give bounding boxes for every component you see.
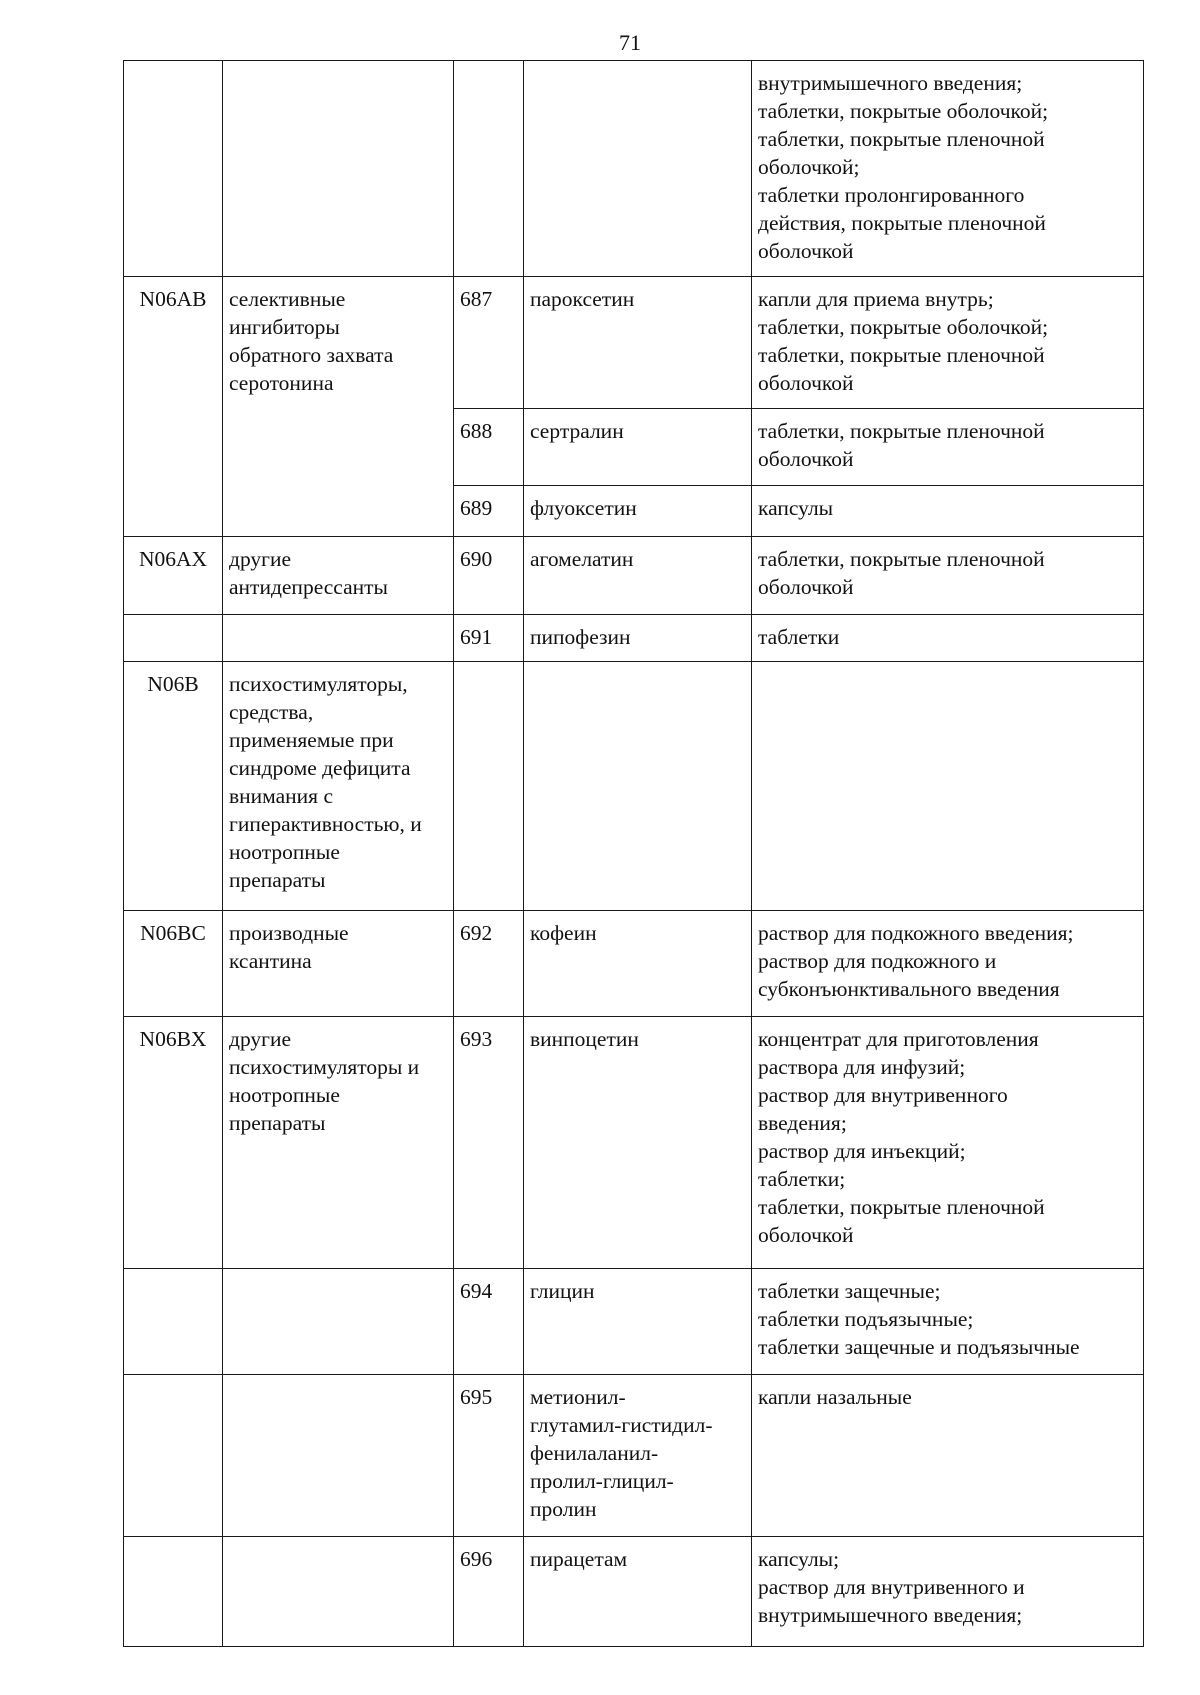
- cell-line: таблетки, покрытые пленочной: [758, 1195, 1045, 1219]
- cell-line: глутамил-гистидил-: [530, 1413, 713, 1437]
- drug-cell: [524, 615, 752, 662]
- cell-line: капсулы;: [758, 1547, 840, 1571]
- table-row: [124, 662, 1144, 911]
- cell-line: таблетки подъязычные;: [758, 1307, 974, 1331]
- cell-line: сертралин: [530, 419, 624, 443]
- cell-line: ноотропные: [229, 840, 340, 864]
- number-cell: [454, 662, 524, 911]
- page-number: 71: [619, 30, 641, 55]
- atc-code-cell: N06AX: [124, 537, 223, 615]
- cell-line: оболочкой: [758, 239, 854, 263]
- table-row: [124, 537, 1144, 615]
- cell-line: таблетки, покрытые пленочной: [758, 127, 1045, 151]
- cell-line: действия, покрытые пленочной: [758, 211, 1046, 235]
- cell-line: препараты: [229, 1111, 326, 1135]
- group-cell: [223, 615, 454, 662]
- drug-cell: [524, 1375, 752, 1537]
- cell-line: раствора для инфузий;: [758, 1055, 966, 1079]
- drug-cell: [524, 409, 752, 486]
- table-body: [124, 61, 1144, 1647]
- dosage-forms-cell: [752, 662, 1144, 911]
- cell-line: таблетки;: [758, 1167, 846, 1191]
- atc-code-cell: [124, 1269, 223, 1375]
- group-cell: [223, 1537, 454, 1647]
- number-cell: 687: [454, 277, 524, 409]
- dosage-forms-cell: [752, 615, 1144, 662]
- drug-cell: [524, 911, 752, 1017]
- group-cell: [223, 662, 454, 911]
- cell-line: внутримышечного введения;: [758, 1603, 1023, 1627]
- cell-line: оболочкой: [758, 1223, 854, 1247]
- table-row: [124, 1375, 1144, 1537]
- cell-line: кофеин: [530, 921, 597, 945]
- cell-line: оболочкой;: [758, 155, 860, 179]
- cell-line: таблетки пролонгированного: [758, 183, 1025, 207]
- group-cell: [223, 911, 454, 1017]
- cell-line: другие: [229, 547, 292, 571]
- cell-line: таблетки защечные и подъязычные: [758, 1335, 1080, 1359]
- cell-line: таблетки, покрытые пленочной: [758, 547, 1045, 571]
- cell-line: оболочкой: [758, 575, 854, 599]
- group-cell: [223, 1375, 454, 1537]
- cell-line: средства,: [229, 700, 314, 724]
- cell-line: серотонина: [229, 371, 334, 395]
- cell-line: селективные: [229, 287, 346, 311]
- drug-cell: [524, 1017, 752, 1269]
- cell-line: ксантина: [229, 949, 312, 973]
- dosage-forms-cell: [752, 911, 1144, 1017]
- cell-line: флуоксетин: [530, 496, 637, 520]
- table-row: [124, 1269, 1144, 1375]
- cell-line: таблетки, покрытые пленочной: [758, 343, 1045, 367]
- cell-line: ингибиторы: [229, 315, 340, 339]
- cell-line: концентрат для приготовления: [758, 1027, 1039, 1051]
- cell-line: таблетки, покрытые оболочкой;: [758, 315, 1049, 339]
- dosage-forms-cell: [752, 1537, 1144, 1647]
- cell-line: таблетки: [758, 625, 840, 649]
- table-row: [124, 911, 1144, 1017]
- number-cell: 690: [454, 537, 524, 615]
- cell-line: оболочкой: [758, 447, 854, 471]
- cell-line: гиперактивностью, и: [229, 812, 422, 836]
- cell-line: производные: [229, 921, 349, 945]
- cell-line: капсулы: [758, 496, 834, 520]
- cell-line: психостимуляторы и: [229, 1055, 420, 1079]
- cell-line: пипофезин: [530, 625, 631, 649]
- cell-line: раствор для подкожного и: [758, 949, 997, 973]
- atc-code-cell: N06AB: [124, 277, 223, 537]
- drug-cell: [524, 486, 752, 537]
- cell-line: ноотропные: [229, 1083, 340, 1107]
- drug-cell: [524, 1537, 752, 1647]
- atc-code-cell: [124, 1537, 223, 1647]
- number-cell: 691: [454, 615, 524, 662]
- atc-code-cell: [124, 61, 223, 277]
- drug-list-table: [123, 60, 1144, 1647]
- cell-line: пролил-глицил-: [530, 1469, 674, 1493]
- cell-line: синдроме дефицита: [229, 756, 411, 780]
- cell-line: обратного захвата: [229, 343, 394, 367]
- cell-line: оболочкой: [758, 371, 854, 395]
- group-cell: [223, 537, 454, 615]
- cell-line: агомелатин: [530, 547, 634, 571]
- number-cell: 692: [454, 911, 524, 1017]
- drug-cell: [524, 277, 752, 409]
- dosage-forms-cell: [752, 61, 1144, 277]
- cell-line: раствор для подкожного введения;: [758, 921, 1074, 945]
- cell-line: глицин: [530, 1279, 595, 1303]
- table-row: [124, 615, 1144, 662]
- table-row: [124, 1537, 1144, 1647]
- cell-line: препараты: [229, 868, 326, 892]
- drug-cell: [524, 537, 752, 615]
- cell-line: применяемые при: [229, 728, 394, 752]
- number-cell: 693: [454, 1017, 524, 1269]
- atc-code-cell: N06B: [124, 662, 223, 911]
- dosage-forms-cell: [752, 1269, 1144, 1375]
- cell-line: внимания с: [229, 784, 333, 808]
- dosage-forms-cell: [752, 1375, 1144, 1537]
- cell-line: капли назальные: [758, 1385, 912, 1409]
- dosage-forms-cell: [752, 1017, 1144, 1269]
- number-cell: [454, 61, 524, 277]
- dosage-forms-cell: [752, 537, 1144, 615]
- drug-cell: [524, 1269, 752, 1375]
- drug-cell: [524, 662, 752, 911]
- cell-line: введения;: [758, 1111, 847, 1135]
- cell-line: психостимуляторы,: [229, 672, 408, 696]
- group-cell: [223, 1017, 454, 1269]
- table-row: [124, 1017, 1144, 1269]
- number-cell: 696: [454, 1537, 524, 1647]
- number-cell: 694: [454, 1269, 524, 1375]
- dosage-forms-cell: [752, 277, 1144, 409]
- number-cell: 689: [454, 486, 524, 537]
- cell-line: внутримышечного введения;: [758, 71, 1023, 95]
- cell-line: пролин: [530, 1497, 597, 1521]
- atc-code-cell: N06BX: [124, 1017, 223, 1269]
- cell-line: винпоцетин: [530, 1027, 639, 1051]
- cell-line: таблетки, покрытые пленочной: [758, 419, 1045, 443]
- number-cell: 695: [454, 1375, 524, 1537]
- number-cell: 688: [454, 409, 524, 486]
- table-row: [124, 61, 1144, 277]
- cell-line: другие: [229, 1027, 292, 1051]
- group-cell: [223, 277, 454, 537]
- cell-line: субконъюнктивального введения: [758, 977, 1060, 1001]
- cell-line: раствор для инъекций;: [758, 1139, 966, 1163]
- atc-code-cell: [124, 1375, 223, 1537]
- cell-line: метионил-: [530, 1385, 626, 1409]
- cell-line: антидепрессанты: [229, 575, 389, 599]
- group-cell: [223, 61, 454, 277]
- group-cell: [223, 1269, 454, 1375]
- cell-line: фенилаланил-: [530, 1441, 659, 1465]
- drug-cell: [524, 61, 752, 277]
- dosage-forms-cell: [752, 409, 1144, 486]
- cell-line: раствор для внутривенного: [758, 1083, 1008, 1107]
- cell-line: капли для приема внутрь;: [758, 287, 994, 311]
- dosage-forms-cell: [752, 486, 1144, 537]
- atc-code-cell: N06BC: [124, 911, 223, 1017]
- atc-code-cell: [124, 615, 223, 662]
- cell-line: пароксетин: [530, 287, 635, 311]
- cell-line: таблетки защечные;: [758, 1279, 941, 1303]
- cell-line: пирацетам: [530, 1547, 628, 1571]
- table-row: [124, 277, 1144, 409]
- cell-line: таблетки, покрытые оболочкой;: [758, 99, 1049, 123]
- cell-line: раствор для внутривенного и: [758, 1575, 1025, 1599]
